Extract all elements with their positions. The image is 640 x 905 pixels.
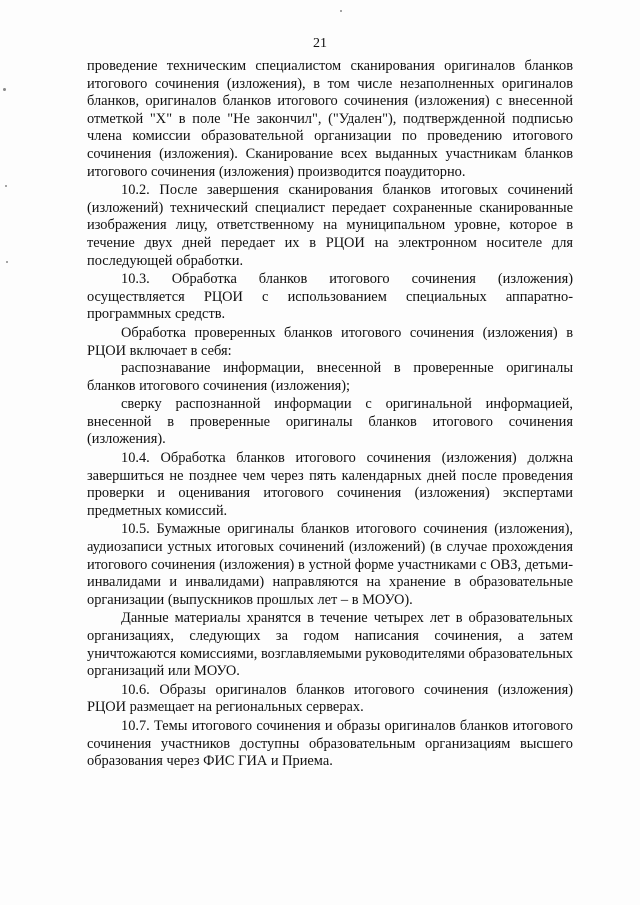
list-item-recognition: распознавание информации, внесенной в проверенные оригиналы бланков итогового сочинения (изложения);: [87, 360, 573, 394]
paragraph-10-5: 10.5. Бумажные оригиналы бланков итогового сочинения (изложения), аудиозаписи устных итоговых сочинений (изложений) (в случае прохождения итогового сочинения (изложения) в устной форме участниками с ОВЗ, детьми-инвалидами и инвалидами) направляются на хранение в образовательные организации (выпускников прошлых лет – в МОУО).: [87, 521, 573, 608]
paragraph-10-3: 10.3. Обработка бланков итогового сочинения (изложения) осуществляется РЦОИ с использованием специальных аппаратно-программных средств.: [87, 271, 573, 323]
list-item-verification: сверку распознанной информации с оригинальной информацией, внесенной в проверенные оригиналы бланков итогового сочинения (изложения).: [87, 396, 573, 448]
paragraph-storage: Данные материалы хранятся в течение четырех лет в образовательных организациях, следующих за годом написания сочинения, а затем уничтожаются комиссиями, возглавляемыми руководителями образовательных организаций или МОУО.: [87, 610, 573, 680]
scan-speck: [340, 10, 342, 12]
scan-speck: [5, 185, 7, 187]
document-body: [87, 58, 573, 771]
paragraph-10-6: 10.6. Образы оригиналов бланков итогового сочинения (изложения) РЦОИ размещает на региональных серверах.: [87, 681, 573, 716]
paragraph-10-4: 10.4. Обработка бланков итогового сочинения (изложения) должна завершиться не позднее чем через пять календарных дней после проведения проверки и оценивания итогового сочинения (изложения) экспертами предметных комиссий.: [87, 450, 573, 519]
paragraph-10-2: 10.2. После завершения сканирования бланков итоговых сочинений (изложений) технический специалист передает сохраненные сканированные изображения лицу, ответственному на муниципальном уровне, которое в течение двух дней передает их в РЦОИ на электронном носителе для последующей обработки.: [87, 182, 573, 269]
paragraph-processing-includes: Обработка проверенных бланков итогового сочинения (изложения) в РЦОИ включает в себя:: [87, 324, 573, 359]
page-number: 21: [313, 36, 327, 51]
paragraph-scanning-continuation: проведение техническим специалистом сканирования оригиналов бланков итогового сочинения (изложения), в том числе незаполненных оригиналов бланков, оригиналов бланков итогового сочинения (изложения) с внесенной отметкой "X" в поле "Не закончил", ("Удален"), подтвержденной подписью члена комиссии образовательной организации по проведению итогового сочинения (изложения). Сканирование всех выданных участникам бланков итогового сочинения (изложения) производится поаудиторно.: [87, 58, 573, 180]
scan-speck: [6, 261, 8, 263]
paragraph-10-7: 10.7. Темы итогового сочинения и образы оригиналов бланков итогового сочинения участников доступны образовательным организациям высшего образования через ФИС ГИА и Приема.: [87, 717, 573, 770]
scan-speck: [3, 88, 6, 91]
